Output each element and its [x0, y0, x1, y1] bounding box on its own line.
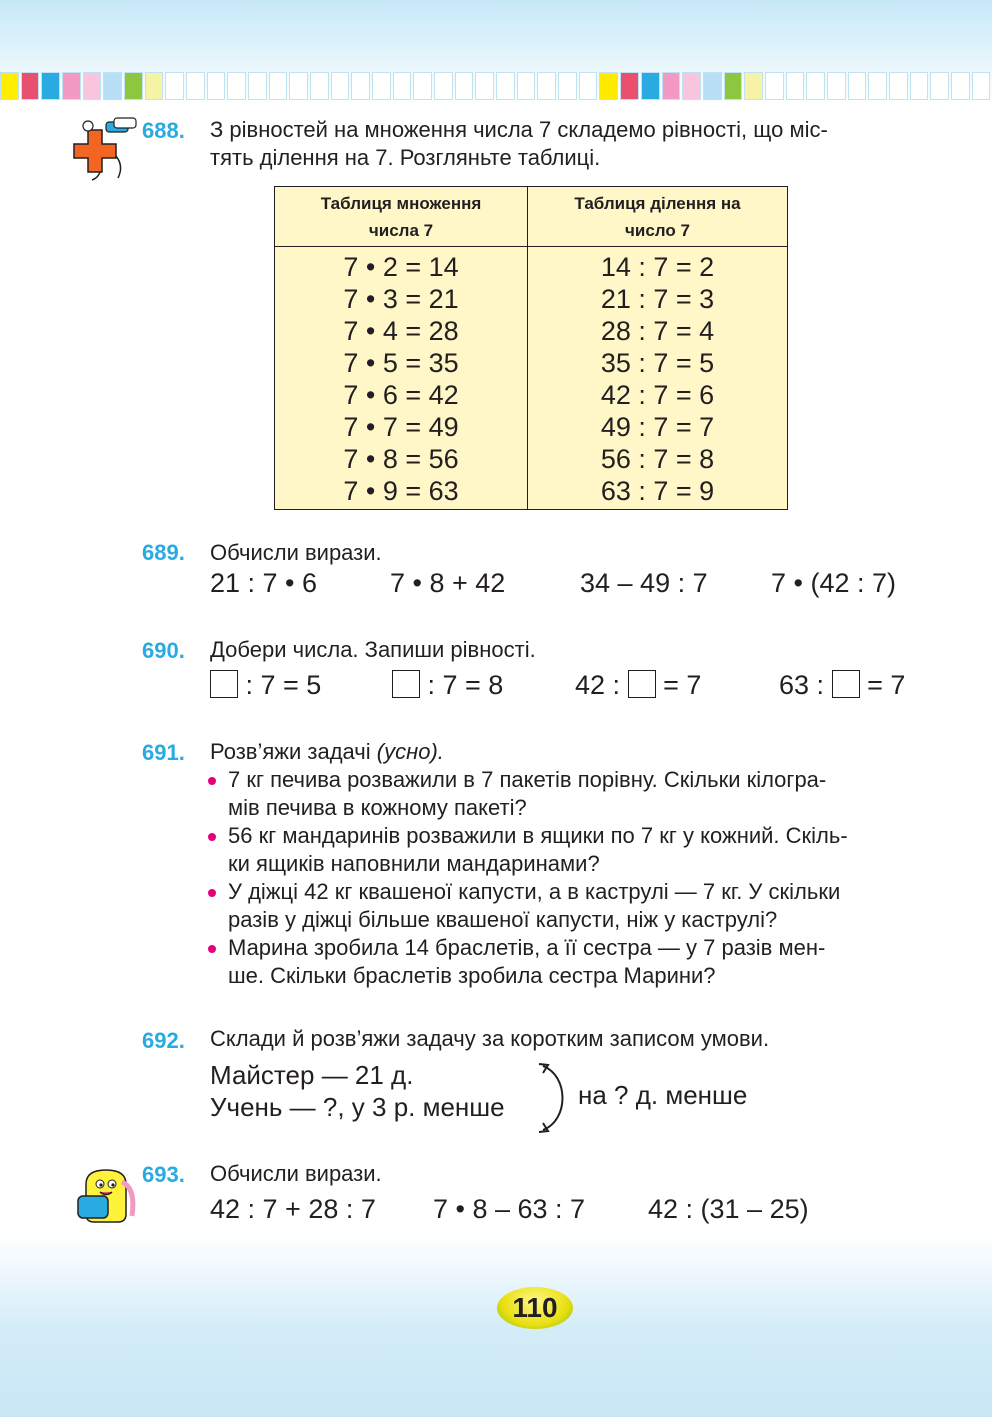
- strip-cell: [848, 72, 867, 100]
- strip-cell: [641, 72, 660, 100]
- condition-row-apprentice: Учень — ?, у 3 р. менше: [210, 1092, 505, 1122]
- exercise-text: тять ділення на 7. Розгляньте таблиці.: [210, 145, 601, 170]
- page-number: 110: [497, 1287, 573, 1329]
- bullet-dot: [208, 945, 216, 953]
- strip-cell: [682, 72, 701, 100]
- plus-character-icon: [70, 116, 140, 182]
- strip-cell: [62, 72, 81, 100]
- equation: 35 : 7 = 5: [600, 348, 715, 378]
- equation: 56 : 7 = 8: [600, 444, 715, 474]
- exercise-number: 693.: [142, 1162, 185, 1187]
- strip-cell: [537, 72, 556, 100]
- equation: 42 : 7 = 6: [600, 380, 715, 410]
- strip-cell: [930, 72, 949, 100]
- equation: 7 • 8 = 56: [343, 444, 459, 474]
- strip-cell: [351, 72, 370, 100]
- equation-with-blank: : 7 = 8: [392, 670, 503, 701]
- strip-cell: [248, 72, 267, 100]
- exercise-text: Розв’яжи задачі (усно).: [210, 739, 444, 764]
- strip-cell: [186, 72, 205, 100]
- exercise-text: Обчисли вирази.: [210, 540, 382, 565]
- exercise-number: 691.: [142, 740, 185, 765]
- bullet-dot: [208, 889, 216, 897]
- equation: 28 : 7 = 4: [600, 316, 715, 346]
- equation: 7 • 2 = 14: [343, 252, 459, 282]
- strip-cell: [579, 72, 598, 100]
- expression: 7 • 8 – 63 : 7: [433, 1194, 586, 1224]
- strip-cell: [165, 72, 184, 100]
- strip-cell: [41, 72, 60, 100]
- strip-cell: [227, 72, 246, 100]
- strip-cell: [455, 72, 474, 100]
- task-bullet: 7 кг печива розважили в 7 пакетів порівну. Скільки кілогра- мів печива в кожному пакеті?: [208, 766, 908, 822]
- strip-cell: [972, 72, 991, 100]
- strip-cell: [806, 72, 825, 100]
- equation-with-blank: 42 : = 7: [575, 670, 702, 700]
- bullet-dot: [208, 777, 216, 785]
- exercise-text: Добери числа. Запиши рівності.: [210, 637, 536, 662]
- equation: 7 • 9 = 63: [343, 476, 459, 506]
- strip-cell: [310, 72, 329, 100]
- strip-cell: [662, 72, 681, 100]
- strip-cell: [289, 72, 308, 100]
- equation-with-blank: : 7 = 5: [210, 670, 321, 701]
- table-header-multiplication: Таблиця множення числа 7: [275, 187, 528, 247]
- exercise-text: З рівностей на множення числа 7 складемо рівності, що міс-: [210, 117, 828, 142]
- multiplication-column: [275, 247, 528, 510]
- equation: 7 • 4 = 28: [343, 316, 459, 346]
- task-bullet: Марина зробила 14 браслетів, а її сестра — у 7 разів мен- ше. Скільки браслетів зробила сестра Марини?: [208, 934, 908, 990]
- strip-cell: [434, 72, 453, 100]
- equation: 49 : 7 = 7: [600, 412, 715, 442]
- strip-cell: [413, 72, 432, 100]
- strip-cell: [207, 72, 226, 100]
- strip-cell: [744, 72, 763, 100]
- equation: 7 • 5 = 35: [343, 348, 459, 378]
- answer-box[interactable]: [628, 670, 656, 698]
- strip-cell: [951, 72, 970, 100]
- strip-cell: [724, 72, 743, 100]
- color-strip: [0, 72, 992, 100]
- strip-cell: [868, 72, 887, 100]
- exercise-text: Обчисли вирази.: [210, 1161, 382, 1186]
- expression: 42 : (31 – 25): [648, 1194, 809, 1224]
- strip-cell: [703, 72, 722, 100]
- strip-cell: [475, 72, 494, 100]
- equation: 7 • 3 = 21: [343, 284, 459, 314]
- strip-cell: [496, 72, 515, 100]
- multiplication-division-table: [274, 186, 788, 510]
- strip-cell: [765, 72, 784, 100]
- strip-cell: [393, 72, 412, 100]
- strip-cell: [889, 72, 908, 100]
- strip-cell: [517, 72, 536, 100]
- exercise-number: 692.: [142, 1028, 185, 1053]
- answer-box[interactable]: [392, 670, 420, 698]
- condition-row-master: Майстер — 21 д.: [210, 1060, 414, 1090]
- division-column: [528, 247, 788, 510]
- strip-cell: [910, 72, 929, 100]
- task-bullet: У діжці 42 кг квашеної капусти, а в каструлі — 7 кг. У скільки разів у діжці більше квашеної капусти, ніж у каструлі?: [208, 878, 908, 934]
- task-bullet: 56 кг мандаринів розважили в ящики по 7 кг у кожний. Скіль- ки ящиків наповнили мандаринами?: [208, 822, 908, 878]
- strip-cell: [0, 72, 19, 100]
- strip-cell: [827, 72, 846, 100]
- expression: 42 : 7 + 28 : 7: [210, 1194, 376, 1224]
- expression: 34 – 49 : 7: [580, 568, 708, 598]
- answer-box[interactable]: [210, 670, 238, 698]
- equation: 21 : 7 = 3: [600, 284, 715, 314]
- answer-box[interactable]: [832, 670, 860, 698]
- expression: 7 • 8 + 42: [390, 568, 506, 598]
- exercise-number: 689.: [142, 540, 185, 565]
- strip-cell: [21, 72, 40, 100]
- equation-with-blank: 63 : = 7: [779, 670, 906, 700]
- strip-cell: [558, 72, 577, 100]
- exercise-text: Склади й розв’яжи задачу за коротким записом умови.: [210, 1026, 770, 1051]
- bullet-dot: [208, 833, 216, 841]
- strip-cell: [103, 72, 122, 100]
- expression: 21 : 7 • 6: [210, 568, 318, 598]
- equation: 63 : 7 = 9: [600, 476, 715, 506]
- strip-cell: [331, 72, 350, 100]
- equation: 14 : 7 = 2: [600, 252, 715, 282]
- bracket-label: на ? д. менше: [578, 1080, 748, 1110]
- exercise-number: 688.: [142, 118, 185, 143]
- equation: 7 • 7 = 49: [343, 412, 459, 442]
- equation: 7 • 6 = 42: [343, 380, 459, 410]
- strip-cell: [786, 72, 805, 100]
- strip-cell: [599, 72, 618, 100]
- table-header-division: Таблиця ділення на число 7: [528, 187, 788, 247]
- backpack-character-icon: [72, 1164, 136, 1226]
- strip-cell: [372, 72, 391, 100]
- strip-cell: [145, 72, 164, 100]
- strip-cell: [620, 72, 639, 100]
- strip-cell: [124, 72, 143, 100]
- strip-cell: [83, 72, 102, 100]
- strip-cell: [269, 72, 288, 100]
- exercise-number: 690.: [142, 638, 185, 663]
- expression: 7 • (42 : 7): [771, 568, 897, 598]
- curved-bracket-arrow-icon: [535, 1062, 575, 1136]
